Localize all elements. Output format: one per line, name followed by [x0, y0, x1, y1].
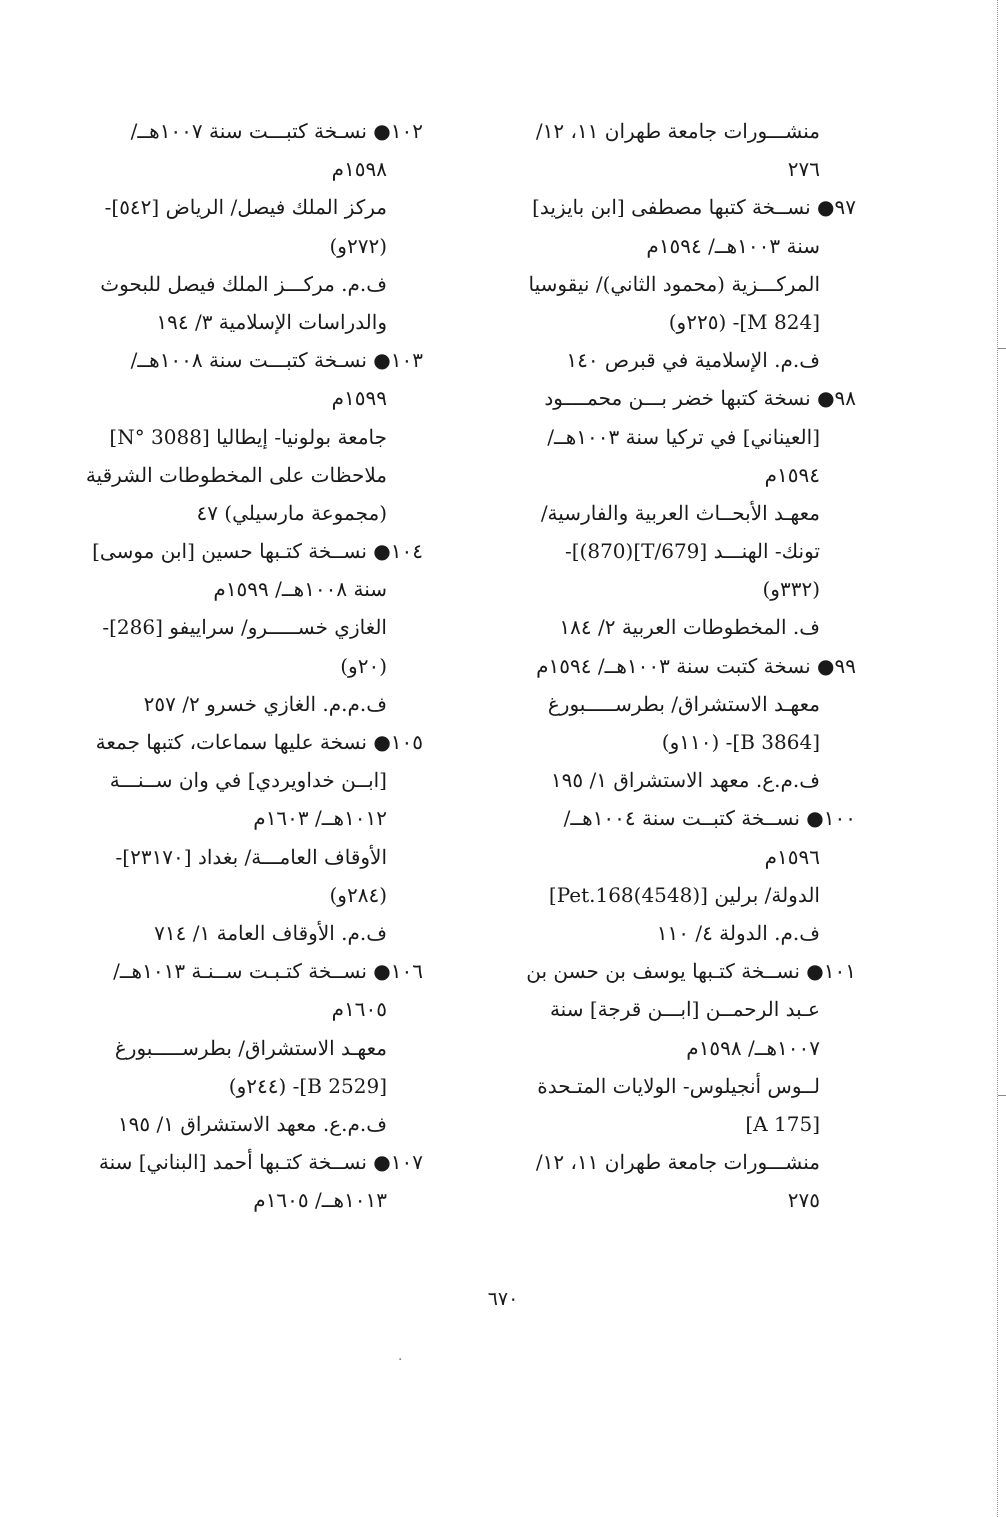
scan-tick — [998, 348, 1006, 349]
entry-line: الدولة/ برلين [Pet.168(4548)] — [548, 882, 820, 907]
entry-line: سنة ١٠٠٣هــ/ ١٥٩٤م — [646, 233, 820, 258]
entry-line: [B 3864]- (١١٠و) — [661, 730, 820, 754]
entry-line: ف.م. الأوقاف العامة ١/ ٧١٤ — [154, 920, 387, 945]
entry-line: المركـــزية (محمود الثاني)/ نيقوسيا — [528, 271, 820, 296]
entry-line: ف. المخطوطات العربية ٢/ ١٨٤ — [559, 615, 820, 640]
entry-line: الأوقاف العامـــة/ بغداد [٢٣١٧٠]- — [115, 844, 387, 869]
entry-number-line: ١٠٧● نســخة كتـبها أحمد [البناني] سنة — [98, 1150, 423, 1175]
entry-line: ملاحظات على المخطوطات الشرقية — [85, 462, 387, 487]
entry-line: سنة ١٠٠٨هــ/ ١٥٩٩م — [213, 577, 387, 602]
entry-line: [A 175] — [745, 1111, 820, 1136]
entry-line: ف.م. الدولة ٤/ ١١٠ — [656, 920, 820, 945]
entry-line: ف.م. الإسلامية في قبرص ١٤٠ — [566, 348, 820, 373]
entry-number-line: ١٠٢● نسـخة كتبـــت سنة ١٠٠٧هــ/ — [130, 119, 423, 143]
entry-line: (مجموعة مارسيلي) ٤٧ — [196, 500, 387, 525]
entry-line: [العيناني] في تركيا سنة ١٠٠٣هــ/ — [547, 424, 820, 449]
entry-line: معهـد الأبحــاث العربية والفارسية/ — [540, 500, 820, 525]
entry-line: والدراسات الإسلامية ٣/ ١٩٤ — [156, 309, 387, 334]
entry-number-line: ٩٧● نســخة كتبها مصطفى [ابن بايزيد] — [532, 195, 856, 220]
entry-number-line: ١٠١● نســخة كتـبها يوسف بن حسن بن — [526, 959, 856, 984]
entry-line: ف.م.م. الغازي خسرو ٢/ ٢٥٧ — [143, 691, 387, 716]
entry-line: معهـد الاستشراق/ بطرســـــبورغ — [547, 691, 820, 716]
right-column — [504, 112, 856, 1219]
entry-line: منشـــورات جامعة طهران ١١، ١٢/ — [535, 1150, 820, 1175]
entry-number-line: ٩٩● نسخة كتبت سنة ١٠٠٣هــ/ ١٥٩٤م — [536, 653, 856, 678]
entry-line: [B 2529]- (٢٤٤و) — [228, 1073, 387, 1098]
entry-number-line: ٩٨● نسخة كتبها خضر بـــن محمــــود — [544, 386, 856, 411]
page-number: ٦٧٠ — [487, 1288, 519, 1310]
entry-line: ١٥٩٨م — [331, 157, 387, 182]
entry-line: ف.م.ع. معهد الاستشراق ١/ ١٩٥ — [550, 768, 820, 793]
entry-line: (٢٨٤و) — [329, 882, 387, 907]
entry-line: ١٥٩٤م — [764, 462, 820, 487]
scan-speck: · — [398, 1352, 403, 1368]
entry-number-line: ١٠٠● نســخة كتبــت سنة ١٠٠٤هــ/ — [563, 806, 856, 831]
entry-line: ١٠١٢هــ/ ١٦٠٣م — [253, 806, 387, 831]
entry-line: عـبد الرحمــن [ابـــن قرجة] سنة — [549, 997, 820, 1022]
entry-line: جامعة بولونيا- إيطاليا [N° 3088] — [109, 424, 387, 449]
entry-line: ف.م.ع. معهد الاستشراق ١/ ١٩٥ — [117, 1111, 387, 1136]
entry-line: ٢٧٦ — [787, 157, 820, 182]
entry-line: (٣٣٢و) — [762, 577, 820, 602]
entry-line: ف.م. مركـــز الملك فيصل للبحوث — [100, 271, 387, 296]
entry-line: [ابــن خداويردي] في وان ســنـــة — [109, 768, 387, 793]
entry-line: لــوس أنجيلوس- الولايات المتـحدة — [537, 1073, 820, 1098]
entry-line: معهـد الاستشراق/ بطرســـــبورغ — [114, 1035, 387, 1060]
entry-number-line: ١٠٥● نسخة عليها سماعات، كتبها جمعة — [95, 730, 423, 754]
entry-line: مركز الملك فيصل/ الرياض [٥٤٢]- — [104, 195, 387, 220]
scan-tick — [998, 1095, 1006, 1096]
entry-line: تونك- الهنـــد [T/679](870)]- — [564, 539, 820, 564]
entry-line: ٢٧٥ — [787, 1188, 820, 1213]
entry-line: (٢٠و) — [340, 653, 387, 678]
entry-line: ١٥٩٩م — [331, 386, 387, 411]
entry-number-line: ١٠٣● نسـخة كتبـــت سنة ١٠٠٨هــ/ — [130, 348, 423, 373]
entry-line: ١٠١٣هــ/ ١٦٠٥م — [253, 1188, 387, 1213]
entry-line: ١٥٩٦م — [764, 844, 820, 869]
entry-number-line: ١٠٦● نســخة كتـبـت ســنـة ١٠١٣هــ/ — [113, 959, 423, 984]
entry-line: ١٠٠٧هــ/ ١٥٩٨م — [686, 1035, 820, 1060]
entry-line: ١٦٠٥م — [331, 997, 387, 1022]
entry-line: [M 824]- (٢٢٥و) — [668, 309, 820, 334]
entry-line: الغازي خســـــرو/ سراييفو [286]- — [102, 615, 387, 640]
entry-line: منشـــورات جامعة طهران ١١، ١٢/ — [535, 119, 820, 143]
left-column — [85, 112, 423, 1219]
entry-number-line: ١٠٤● نســخة كتـبها حسين [ابن موسى] — [92, 539, 423, 564]
entry-line: (٢٧٢و) — [329, 233, 387, 258]
